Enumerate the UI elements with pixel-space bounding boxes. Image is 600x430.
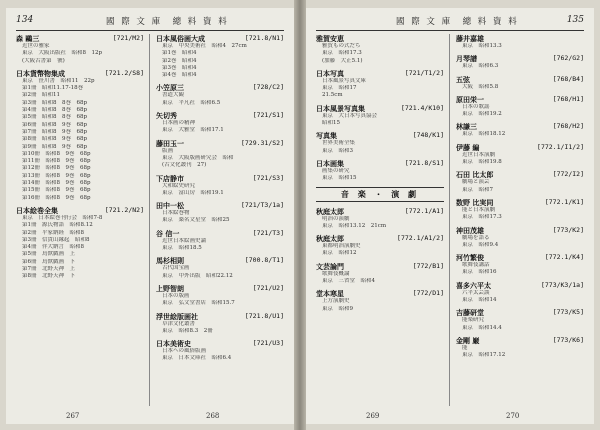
entry-line: 東京 昭和19.2 — [462, 111, 502, 118]
catalog-entry — [456, 34, 584, 50]
catalog-entry — [456, 281, 584, 305]
entry-line: 第1冊 源氏物語 昭和8.12 — [22, 222, 93, 229]
right-page-title: 國 際 文 庫 總 料 資 料 — [396, 17, 519, 27]
entry-author: 林謙三 — [456, 122, 477, 132]
entry-line: 近世日本演劇 — [462, 151, 496, 158]
entry-line: 東京 昭和17.3 — [322, 50, 362, 57]
entry-author: 伊藤 編 — [456, 142, 480, 152]
entry-heading — [156, 339, 284, 348]
entry-line: 東京 昭和12 — [322, 250, 357, 257]
entry-line: 東京 中外出版 昭和22.12 — [162, 272, 233, 279]
call-number: [772.1/K1] — [544, 197, 584, 206]
book-gutter — [294, 0, 306, 430]
left-footer-1: 267 — [66, 412, 80, 420]
entry-line: 東都明治演劇史 — [322, 243, 361, 250]
catalog-entry — [156, 201, 284, 225]
entry-line: 東京 昭和17 — [322, 85, 357, 92]
entry-line: 東京 昭和17.3 — [462, 214, 502, 221]
call-number: [721.2/N2] — [104, 205, 144, 214]
entry-line: 第6冊 鳥獣戯画 下 — [22, 258, 75, 265]
entry-author: 藤井嘉雄 — [456, 34, 484, 43]
entry-line: 第9冊 昭和8 9巻 68p — [22, 143, 88, 150]
catalog-entry — [456, 54, 584, 70]
call-number: [772.1/K4] — [544, 253, 584, 262]
catalog-entry — [156, 83, 284, 107]
catalog-entry — [156, 312, 284, 336]
catalog-entry — [456, 95, 584, 119]
entry-line: 東京 昭和14 — [462, 297, 497, 304]
entry-line: 昭和15 — [322, 120, 340, 127]
entry-line: 草津文化叢書 — [162, 320, 196, 327]
call-number: [768/B4] — [552, 74, 584, 83]
entry-line: 第5冊 鳥獣戯画 上 — [22, 251, 75, 258]
entry-line: 第4冊 伴大納言 昭和8 — [22, 244, 84, 251]
entry-author: 喜多六平太 — [456, 280, 491, 290]
catalog-entry — [316, 159, 444, 183]
entry-line: 東京 平凡社 昭和6.5 — [162, 99, 221, 106]
entry-author: 森 鷗三 — [16, 34, 40, 43]
catalog-entry — [456, 170, 584, 194]
right-column-b — [456, 34, 584, 406]
call-number: [768/H2] — [552, 122, 584, 131]
entry-line: 日本の歌謡 — [462, 103, 490, 110]
call-number: [721.8/N1] — [244, 34, 284, 42]
entry-heading — [456, 54, 584, 63]
left-page — [6, 8, 294, 424]
entry-heading — [16, 69, 144, 78]
entry-author: 田中一松 — [156, 201, 184, 211]
entry-line: 東京 昭和14.4 — [462, 324, 502, 331]
call-number: [721.2/S8] — [104, 68, 144, 77]
entry-line: 東京 桑名文星堂 昭和25 — [162, 217, 230, 224]
call-number: [700.8/T1] — [244, 256, 284, 265]
entry-author: 藤田玉一 — [156, 138, 184, 148]
entry-line: 近世の雅家 — [22, 43, 50, 49]
catalog-entry — [456, 226, 584, 250]
entry-heading — [456, 75, 584, 84]
entry-line: 東京 昭和16 — [462, 269, 497, 276]
right-column-a — [316, 34, 444, 406]
entry-author: 秋庭太郎 — [316, 234, 344, 244]
entry-heading — [316, 289, 444, 298]
entry-heading — [316, 262, 444, 271]
entry-author: 日本絵巻全集 — [16, 205, 58, 215]
call-number: [721.8/U1] — [244, 311, 284, 320]
entry-line: 東京 昭和9 — [322, 305, 353, 312]
left-page-number: 134 — [16, 15, 34, 25]
entry-line: 東京 弘文堂書店 昭和15.7 — [162, 300, 235, 307]
entry-line: 東京 昭和7 — [462, 186, 493, 193]
entry-line: 能 — [462, 344, 468, 351]
entry-line: 第15冊 昭和8 9巻 68p — [22, 187, 91, 194]
call-number: [721/S3] — [252, 173, 284, 182]
entry-line: 日本への風俗版画 — [162, 348, 207, 355]
catalog-entry — [456, 122, 584, 138]
entry-line: 第3巻 昭和4 — [162, 64, 197, 71]
entry-line: 東京 昭和6.3 — [462, 63, 499, 70]
entry-line: 能と日本演劇 — [462, 206, 496, 213]
right-page-number: 135 — [566, 15, 584, 25]
entry-line: 日本画の精神 — [162, 120, 196, 127]
entry-line: 第13冊 昭和8 9巻 68p — [22, 172, 91, 179]
entry-line: 東京 昭和17.12 — [462, 352, 506, 359]
entry-line: 第11冊 昭和8 9巻 68p — [22, 158, 91, 165]
entry-line: 第16冊 昭和8 9巻 68p — [22, 194, 91, 201]
entry-line: 近世日本絵画史論 — [162, 237, 207, 244]
call-number: [772.1/A1] — [404, 206, 444, 215]
entry-heading — [156, 83, 284, 92]
call-number: [721/S1] — [252, 111, 284, 120]
entry-line: 第4冊 昭和8 8巻 68p — [22, 107, 88, 114]
entry-line: 大阪 昭和5.8 — [462, 83, 499, 90]
entry-line: 大和絵史研究 — [162, 182, 196, 189]
entry-author: 日本貨幣物集成 — [16, 68, 65, 78]
entry-line: 東京 昭和13.3 — [462, 43, 502, 49]
entry-line: 東京 昭和18.5 — [162, 245, 202, 252]
entry-heading — [316, 104, 444, 113]
entry-author: 吉藤研堂 — [456, 308, 484, 318]
call-number: [721/U3] — [252, 339, 284, 348]
entry-author: 日本風景写真集 — [316, 103, 365, 113]
entry-line: 東京 中央美術社 昭和4 27cm — [162, 43, 247, 49]
entry-line: 六平太芸談 — [462, 289, 490, 296]
call-number: [721/M2] — [112, 34, 144, 42]
entry-line: 第8冊 昭和8 9巻 68p — [22, 136, 88, 143]
entry-line: 第2巻 昭和4 — [162, 57, 197, 64]
entry-heading — [156, 256, 284, 265]
catalog-entry — [16, 206, 144, 281]
entry-heading — [156, 111, 284, 120]
entry-line: 第1冊 昭和11.17-18巻 — [22, 85, 84, 92]
entry-heading — [456, 122, 584, 131]
catalog-entry — [156, 139, 284, 170]
left-page-header — [16, 14, 284, 31]
entry-heading — [456, 336, 584, 345]
catalog-entry — [156, 174, 284, 198]
entry-author: 五弦 — [456, 74, 470, 84]
entry-line: 書道大観 — [162, 92, 185, 99]
call-number: [773/K6] — [552, 335, 584, 344]
entry-heading — [316, 131, 444, 140]
left-page-title: 國 際 文 庫 總 料 資 料 — [106, 17, 229, 27]
entry-line: 明治の演劇 — [322, 215, 350, 222]
entry-line: 雅賀もの式だち — [322, 43, 361, 49]
entry-heading — [16, 206, 144, 215]
entry-author: 数野 比実同 — [456, 197, 494, 207]
left-column-a — [16, 34, 144, 406]
entry-author: 河竹繁俊 — [456, 253, 484, 263]
entry-line: 東京 日本文庫社 昭和6.4 — [162, 355, 232, 362]
entry-line: 第4巻 昭和4 — [162, 72, 197, 79]
catalog-entry — [156, 229, 284, 253]
entry-author: 日本美術史 — [156, 339, 191, 349]
right-footer-1: 269 — [366, 412, 380, 420]
entry-author: 日本画集 — [316, 158, 344, 168]
entry-heading — [456, 34, 584, 43]
entry-line: (加藤 大正5.1) — [322, 57, 363, 64]
catalog-entry — [156, 111, 284, 135]
entry-line: 第1巻 昭和4 — [162, 50, 197, 57]
entry-author: 下店静市 — [156, 173, 184, 183]
entry-author: 谷 信一 — [156, 228, 180, 238]
call-number: [728/C2] — [252, 83, 284, 92]
entry-heading — [456, 143, 584, 152]
call-number: [773/K3/1a] — [540, 280, 584, 289]
entry-line: 歌舞伎概論 — [322, 270, 350, 277]
catalog-entry — [456, 75, 584, 91]
entry-line: 東京 大阪出版社 昭和8 12p — [22, 50, 103, 57]
entry-heading — [456, 226, 584, 235]
entry-line: 日本風景写真文庫 — [322, 77, 367, 84]
entry-author: 雅賀安恵 — [316, 34, 344, 43]
call-number: [772/B1] — [412, 261, 444, 270]
entry-line: 第3冊 信貴山縁起 昭和8 — [22, 236, 90, 243]
entry-line: 第14冊 昭和8 9巻 68p — [22, 180, 91, 187]
entry-heading — [316, 207, 444, 216]
entry-line: 第2冊 平家納経 昭和8 — [22, 229, 84, 236]
call-number: [721.4/K10] — [400, 103, 444, 112]
entry-line: 東京 昭和9.4 — [462, 241, 499, 248]
entry-author: 馬杉相則 — [156, 256, 184, 266]
call-number: [721/U2] — [252, 283, 284, 292]
catalog-entry — [456, 336, 584, 360]
catalog-entry — [316, 131, 444, 155]
entry-heading — [156, 312, 284, 321]
catalog-entry — [16, 34, 144, 65]
catalog-entry — [156, 34, 284, 79]
entry-author: 浮世絵版画社 — [156, 311, 198, 321]
call-number: [773/K2] — [552, 225, 584, 234]
catalog-entry — [456, 308, 584, 332]
entry-line: (大阪古書第 號) — [22, 57, 65, 64]
entry-author: 堂本寒星 — [316, 289, 344, 299]
entry-heading — [456, 170, 584, 179]
entry-line: 第7冊 北野天神 上 — [22, 266, 75, 273]
entry-heading — [156, 201, 284, 210]
entry-heading — [316, 159, 444, 168]
entry-line: 第6冊 昭和8 9巻 68p — [22, 121, 88, 128]
catalog-entry — [156, 284, 284, 308]
entry-heading — [456, 281, 584, 290]
right-page-header — [316, 14, 584, 31]
entry-heading — [316, 34, 444, 43]
entry-author: 日本写真 — [316, 68, 344, 78]
entry-line: 21.5cm — [322, 92, 343, 99]
entry-line: 画集の研究 — [322, 167, 350, 174]
catalog-entry — [156, 256, 284, 280]
entry-heading — [156, 284, 284, 293]
catalog-entry — [16, 69, 144, 202]
call-number: [721/T3] — [252, 228, 284, 237]
entry-heading — [156, 34, 284, 43]
entry-heading — [456, 308, 584, 317]
entry-author: 原田栄一 — [456, 94, 484, 104]
call-number: [772/D1] — [412, 289, 444, 298]
entry-line: 東京 大日本写真協会 — [322, 112, 378, 119]
entry-line: 東京 大雅堂 昭和17.1 — [162, 127, 224, 134]
entry-line: 東京 昭和13.12 21cm — [322, 222, 387, 229]
catalog-entry — [316, 34, 444, 65]
entry-heading — [456, 198, 584, 207]
call-number: [772.1/A1/2] — [397, 234, 444, 243]
entry-line: 東京 大阪版画研究会 昭和 — [162, 154, 234, 161]
entry-line: 歌舞伎講話 — [462, 262, 490, 269]
entry-line: 版画 — [162, 147, 174, 154]
entry-author: 秋庭太郎 — [316, 206, 344, 216]
catalog-entry — [316, 207, 444, 231]
left-column-b — [156, 34, 284, 406]
entry-line: 第2冊 昭和11 — [22, 92, 60, 99]
call-number: [768/H1] — [552, 94, 584, 103]
entry-line: 第12冊 昭和8 9巻 68p — [22, 165, 91, 172]
entry-line: 東京 昭和8.3 2冊 — [162, 327, 213, 334]
left-footer-2: 268 — [206, 412, 220, 420]
entry-line: (古文化叢刊 27) — [162, 162, 207, 169]
call-number: [762/G2] — [552, 54, 584, 63]
entry-author: 月琴譜 — [456, 54, 477, 64]
entry-line: 東京 日本絵巻刊行会 昭和7-8 — [22, 214, 103, 221]
call-number: [721/T3/1a] — [240, 201, 284, 210]
call-number: [772/I2] — [552, 170, 584, 179]
entry-heading — [316, 234, 444, 243]
entry-line: 東京 昭和18.12 — [462, 131, 506, 138]
catalog-entry — [316, 104, 444, 128]
entry-line: 東京 昭和19.8 — [462, 159, 502, 166]
entry-line: 上方演劇史 — [322, 298, 350, 305]
entry-author: 神田茂雄 — [456, 225, 484, 235]
entry-line: 劇場を語る — [462, 234, 490, 241]
entry-line: 日本絵巻物 — [162, 210, 190, 217]
call-number: [772.1/I1/2] — [537, 142, 584, 151]
catalog-entry — [316, 69, 444, 100]
catalog-entry — [456, 143, 584, 167]
entry-line: 第10冊 昭和8 9巻 68p — [22, 150, 91, 157]
entry-heading — [316, 69, 444, 78]
entry-line: 劇場と演芸 — [462, 179, 490, 186]
catalog-entry — [316, 234, 444, 258]
catalog-entry — [316, 289, 444, 313]
entry-line: 東京 富山房 昭和19.1 — [162, 189, 224, 196]
entry-line: 第8冊 北野天神 下 — [22, 273, 75, 280]
catalog-entry — [456, 253, 584, 277]
entry-line: 東京 笹川書 昭和11 22p — [22, 77, 95, 84]
entry-heading — [156, 229, 284, 238]
right-page — [306, 8, 594, 424]
entry-author: 日本風俗画大成 — [156, 34, 205, 43]
entry-line: 東京 昭和15 — [322, 175, 357, 182]
catalog-entry — [156, 339, 284, 363]
call-number: [721/T1/2] — [404, 68, 444, 77]
entry-line: 古代国宝画 — [162, 265, 190, 272]
call-number: [748/K1] — [412, 131, 444, 140]
call-number: [773/K5] — [552, 308, 584, 317]
entry-heading — [16, 34, 144, 43]
entry-author: 文芸論門 — [316, 261, 344, 271]
call-number: [729.31/S2] — [240, 138, 284, 147]
catalog-entry — [316, 262, 444, 286]
entry-author: 写真集 — [316, 131, 337, 141]
entry-author: 上野智朗 — [156, 283, 184, 293]
entry-line: 第7冊 昭和8 9巻 68p — [22, 128, 88, 135]
entry-line: 日本の版画 — [162, 292, 190, 299]
entry-author: 小笠原三 — [156, 83, 184, 93]
entry-line: 世界美術全集 — [322, 140, 356, 147]
entry-author: 石田 比太郎 — [456, 170, 494, 180]
entry-author: 矢切秀 — [156, 111, 177, 121]
catalog-entry — [456, 198, 584, 222]
entry-line: 第5冊 昭和8 8巻 68p — [22, 114, 88, 121]
call-number: [721.8/S1] — [404, 158, 444, 167]
entry-heading — [156, 139, 284, 148]
entry-line: 第3冊 昭和8 8巻 68p — [22, 99, 88, 106]
entry-line: 東京 三省堂 昭和4 — [322, 278, 375, 285]
section-heading: 音 楽 ・ 演 劇 — [316, 187, 444, 202]
entry-heading — [456, 253, 584, 262]
entry-line: 東京 昭和3 — [322, 147, 353, 154]
right-footer-2: 270 — [506, 412, 520, 420]
entry-line: 能楽研究 — [462, 317, 485, 324]
entry-heading — [456, 95, 584, 104]
entry-heading — [156, 174, 284, 183]
entry-author: 金剛 巌 — [456, 335, 480, 345]
